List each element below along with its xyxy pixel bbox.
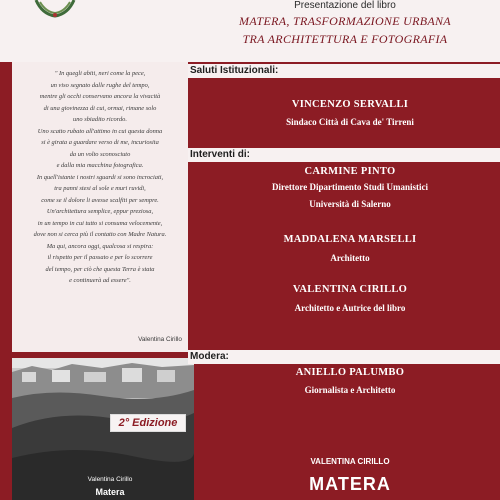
quote-line: Un'architettura semplice, eppur preziosa, [46,208,154,215]
modera-label: Modera: [190,351,229,362]
quote-line: e dalla mia macchina fotografica. [56,162,144,169]
quote-line: e continuerà ad essere". [69,277,131,284]
footer-title: MATERA [309,474,391,494]
quote-line: mentre gli occhi conservano ancora la vivacità [39,93,161,100]
quote-line: il rispetto per il passato e per lo scorrere [47,254,153,261]
quote-author: Valentina Cirillo [138,336,182,343]
footer-author: VALENTINA CIRILLO [310,457,390,466]
cirillo-name: VALENTINA CIRILLO [292,284,408,295]
quote-line: del tempo, per ciò che questa Terra è stata [45,265,155,273]
palumbo-name: ANIELLO PALUMBO [295,367,405,378]
quote-line: si è girata a guardare verso di me, incuriosita [41,139,159,146]
laurel-emblem-icon [32,0,78,18]
presentation-label: Presentazione del libro [294,0,396,11]
marselli-role: Architetto [330,253,370,263]
servalli-name: VINCENZO SERVALLI [291,99,409,110]
quote-line: In quell'istante i nostri sguardi si sono incrociati, [36,173,164,181]
book-title [190,12,500,48]
interventi-label: Interventi di: [190,149,251,160]
book-title-line-1: MATERA, TRASFORMAZIONE URBANA [239,14,451,28]
cover-author: Valentina Cirillo [87,476,133,483]
modera-band [188,350,500,364]
quote-line: un viso segnato dalle rughe del tempo, [50,81,150,89]
palumbo-role: Giornalista e Architetto [304,385,396,395]
quote-line: Ma qui, ancora oggi, qualcosa si respira: [46,242,154,250]
quote-line: tra panni stesi al sole e muri ruvidi, [54,185,146,192]
quote-line: di una giovinezza di cui, ormai, rimane solo [43,104,157,112]
servalli-role: Sindaco Città di Cava de' Tirreni [286,117,414,127]
quote-line: " In quegli abiti, neri come la pece, [54,70,146,77]
edition-badge: 2° Edizione [110,414,186,432]
quote-line: Uno scatto rubato all'attimo in cui questa donna [37,127,163,135]
quote-line: uno sbiadito ricordo. [73,116,127,123]
book-title-line-2: TRA ARCHITETTURA E FOTOGRAFIA [242,32,448,46]
marselli-name: MADDALENA MARSELLI [283,234,417,245]
quote-line: dove non si cerca più il contatto con Madre Natura. [33,231,167,238]
pinto-role-1: Direttore Dipartimento Studi Umanistici [272,182,428,192]
cirillo-role: Architetto e Autrice del libro [294,303,406,313]
quote-line: come se il dolore li avesse scalfiti per sempre. [41,196,159,204]
saluti-label: Saluti Istituzionali: [190,65,279,76]
pinto-role-2: Università di Salerno [309,199,391,209]
quote-line: da un volto sconosciuto [69,150,131,158]
cover-title: Matera [95,487,125,497]
quote-line: in un tempo in cui tutto si consuma velocemente, [37,219,163,227]
pinto-name: CARMINE PINTO [304,166,396,177]
quote-text [12,68,188,287]
